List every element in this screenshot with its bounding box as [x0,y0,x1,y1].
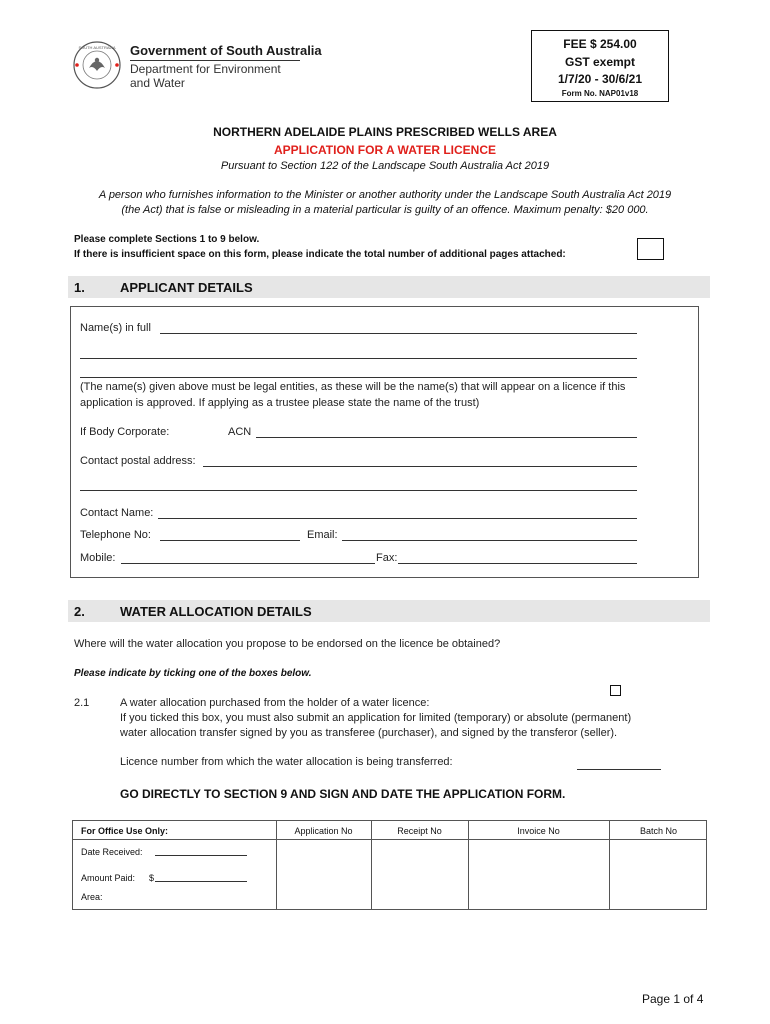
header-rule [130,60,300,61]
fax-label: Fax: [376,552,398,564]
telephone-label: Telephone No: [80,529,151,541]
warning-line2: (the Act) that is false or misleading in a material particular is guilty of an offence. Maximum penalty: $20 000. [121,204,649,216]
government-seal-logo [72,40,122,90]
contact-name-field[interactable] [158,509,637,519]
page-number: Page 1 of 4 [642,992,704,1006]
item-line3: water allocation transfer signed by you as transferee (purchaser), and signed by the transferor (seller). [120,727,618,739]
postal-address-field-line2[interactable] [80,481,637,491]
postal-address-field-line1[interactable] [203,457,637,467]
postal-address-label: Contact postal address: [80,455,196,467]
names-field-line2[interactable] [80,349,637,359]
section2-header [68,600,710,622]
item-line1: A water allocation purchased from the holder of a water licence: [120,697,430,709]
gst-status: GST exempt [564,55,636,69]
amount-paid-field[interactable] [155,872,247,882]
instructions-line2: If there is insufficient space on this form, please indicate the total number of additional pages attached: [74,249,566,260]
acn-label: ACN [228,426,252,438]
mobile-field[interactable] [121,554,375,564]
names-note-line1: (The name(s) given above must be legal entities, as these will be the name(s) that will appear on a licence if this [80,381,626,393]
body-corporate-label: If Body Corporate: [80,426,170,438]
allocation-purchased-checkbox[interactable] [610,685,621,696]
licence-number-field[interactable] [577,760,661,770]
column-application-no: Application No [294,826,353,836]
pursuant-line: Pursuant to Section 122 of the Landscape South Australia Act 2019 [220,160,550,172]
amount-paid-label: Amount Paid: [81,873,136,883]
area-title: NORTHERN ADELAIDE PLAINS PRESCRIBED WELLS AREA [213,125,557,139]
instructions-line1: Please complete Sections 1 to 9 below. [74,234,260,245]
form-number: Form No. NAP01v18 [561,89,639,98]
department-name-line1: Department for Environment [130,62,281,76]
department-name-line2: and Water [130,76,185,90]
government-name: Government of South Australia [130,43,322,58]
office-use-table [72,820,707,910]
item-line2: If you ticked this box, you must also submit an application for limited (temporary) or absolute (permanent) [120,712,632,724]
fee-amount: FEE $ 254.00 [563,37,637,51]
date-received-label: Date Received: [81,847,143,857]
section1-number: 1. [74,280,85,295]
application-title: APPLICATION FOR A WATER LICENCE [274,143,496,157]
column-invoice-no: Invoice No [517,826,560,836]
date-received-field[interactable] [155,846,247,856]
section2-number: 2. [74,604,85,619]
licence-number-label: Licence number from which the water allocation is being transferred: [120,756,453,768]
telephone-field[interactable] [160,531,300,541]
svg-text:SOUTH AUSTRALIA: SOUTH AUSTRALIA [78,45,116,50]
column-receipt-no: Receipt No [397,826,442,836]
names-note-line2: application is approved. If applying as a trustee please state the name of the trust) [80,397,480,409]
tick-instruction: Please indicate by ticking one of the boxes below. [74,668,312,679]
fee-period: 1/7/20 - 30/6/21 [557,72,643,86]
additional-pages-input[interactable] [637,238,664,260]
amount-currency: $ [149,873,155,883]
names-field-line3[interactable] [80,368,637,378]
go-directly-notice: GO DIRECTLY TO SECTION 9 AND SIGN AND DATE THE APPLICATION FORM. [120,787,566,801]
email-label: Email: [307,529,338,541]
mobile-label: Mobile: [80,552,116,564]
section2-title: WATER ALLOCATION DETAILS [120,604,312,619]
acn-field[interactable] [256,428,637,438]
area-label: Area: [81,892,103,902]
office-use-title: For Office Use Only: [81,826,169,836]
allocation-question: Where will the water allocation you propose to be endorsed on the licence be obtained? [74,638,501,650]
email-field[interactable] [342,531,637,541]
section1-title: APPLICANT DETAILS [120,280,253,295]
names-label: Name(s) in full [80,322,151,334]
column-batch-no: Batch No [639,826,678,836]
fax-field[interactable] [398,554,637,564]
item-number: 2.1 [74,697,90,709]
section1-header [68,276,710,298]
fee-box [531,30,669,102]
warning-line1: A person who furnishes information to the Minister or another authority under the Landscape South Australia Act 2019 [98,189,672,201]
names-field-line1[interactable] [160,324,637,334]
contact-name-label: Contact Name: [80,507,154,519]
